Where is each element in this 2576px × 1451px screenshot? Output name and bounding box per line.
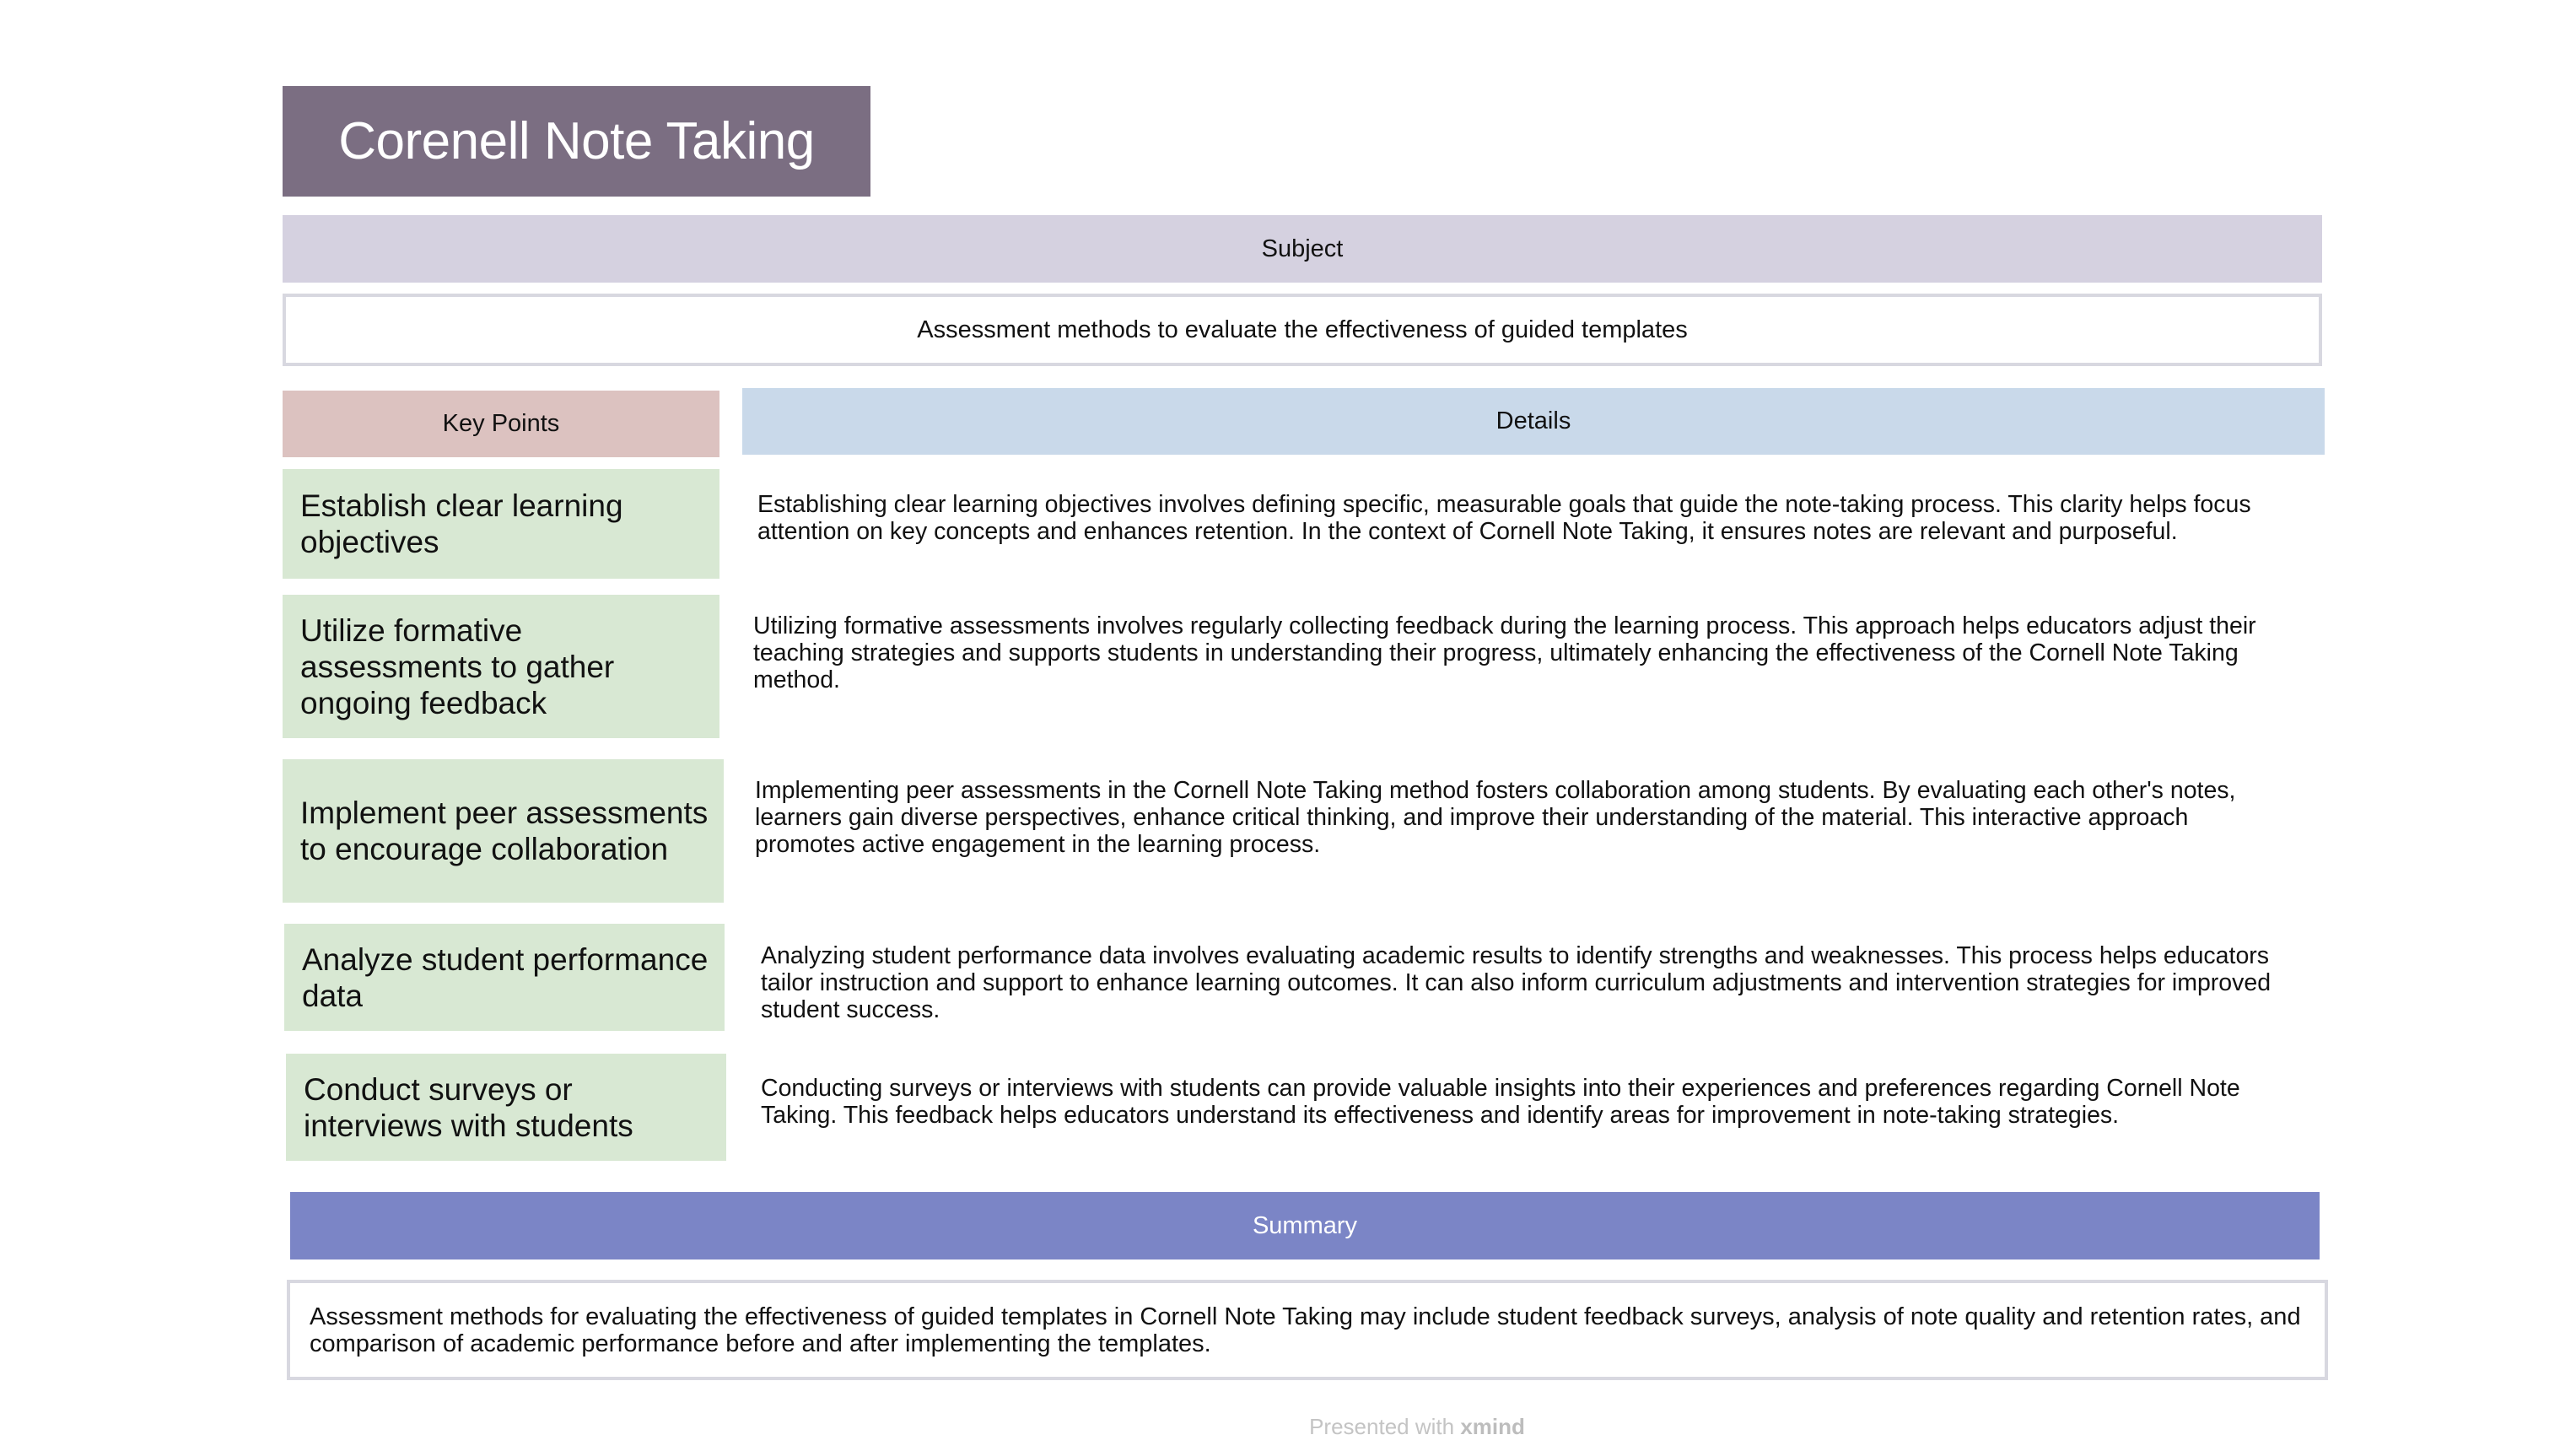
key-point-text: Establish clear learning objectives [300,488,623,559]
detail-cell [755,774,2273,861]
summary-box [287,1280,2328,1380]
key-point-cell [283,595,719,738]
details-label: Details [1495,407,1571,434]
detail-text: Utilizing formative assessments involves regularly collecting feedback during the learning process. This approach helps educators adjust their teaching strategies and supports students in understanding their progress, ultimately enhancing the effectiveness of the Cornell Note Taking method. [753,612,2256,693]
key-point-cell [283,469,719,579]
footer-prefix: Presented with [1309,1414,1455,1439]
detail-cell [757,488,2303,548]
detail-cell [761,939,2304,1027]
detail-text: Analyzing student performance data involves evaluating academic results to identify strengths and weaknesses. This process helps educators tailor instruction and support to enhance learning outcomes. It can also inform curriculum adjustments and intervention strategies for improved student success. [761,942,2272,1023]
summary-text: Assessment methods for evaluating the effectiveness of guided templates in Cornell Note Taking may include student feedback surveys, analysis of note quality and retention rates, and comparison of academic performance before and after implementing the templates. [310,1303,2301,1357]
key-point-text: Analyze student performance data [302,941,709,1013]
key-points-label: Key Points [442,410,560,437]
detail-cell [761,1071,2296,1132]
key-point-text: Utilize formative assessments to gather ongoing feedback [300,612,615,720]
key-point-cell [286,1054,726,1161]
subject-label: Subject [1261,235,1344,262]
key-point-cell [283,759,724,903]
subject-box [283,294,2322,366]
details-header [742,388,2325,455]
detail-text: Implementing peer assessments in the Cornell Note Taking method fosters collaboration among students. By evaluating each other's notes, learners gain diverse perspectives, enhance critical thinking, and improve their understanding of the material. This interactive approach promotes active engagement in the learning process. [755,777,2236,858]
page-title: Corenell Note Taking [338,112,815,170]
subject-header [283,215,2322,283]
title-banner [283,86,870,197]
subject-text: Assessment methods to evaluate the effectiveness of guided templates [917,316,1688,343]
summary-header [290,1192,2320,1260]
summary-label: Summary [1252,1211,1358,1239]
key-point-cell [284,924,725,1031]
detail-text: Establishing clear learning objectives involves defining specific, measurable goals that guide the note-taking process. This clarity helps focus attention on key concepts and enhances retention. In the context of Cornell Note Taking, it ensures notes are relevant and purposeful. [757,491,2251,545]
presented-with-footer[interactable] [1181,1414,1653,1444]
key-points-header [283,391,719,457]
detail-cell [753,609,2272,697]
key-point-text: Implement peer assessments to encourage collaboration [300,796,709,866]
detail-text: Conducting surveys or interviews with students can provide valuable insights into their experiences and preferences regarding Cornell Note Taking. This feedback helps educators understand its effectiveness and identify areas for improvement in note-taking strategies. [761,1075,2240,1129]
xmind-logo: xmind [1460,1414,1525,1439]
key-point-text: Conduct surveys or interviews with students [304,1071,633,1143]
